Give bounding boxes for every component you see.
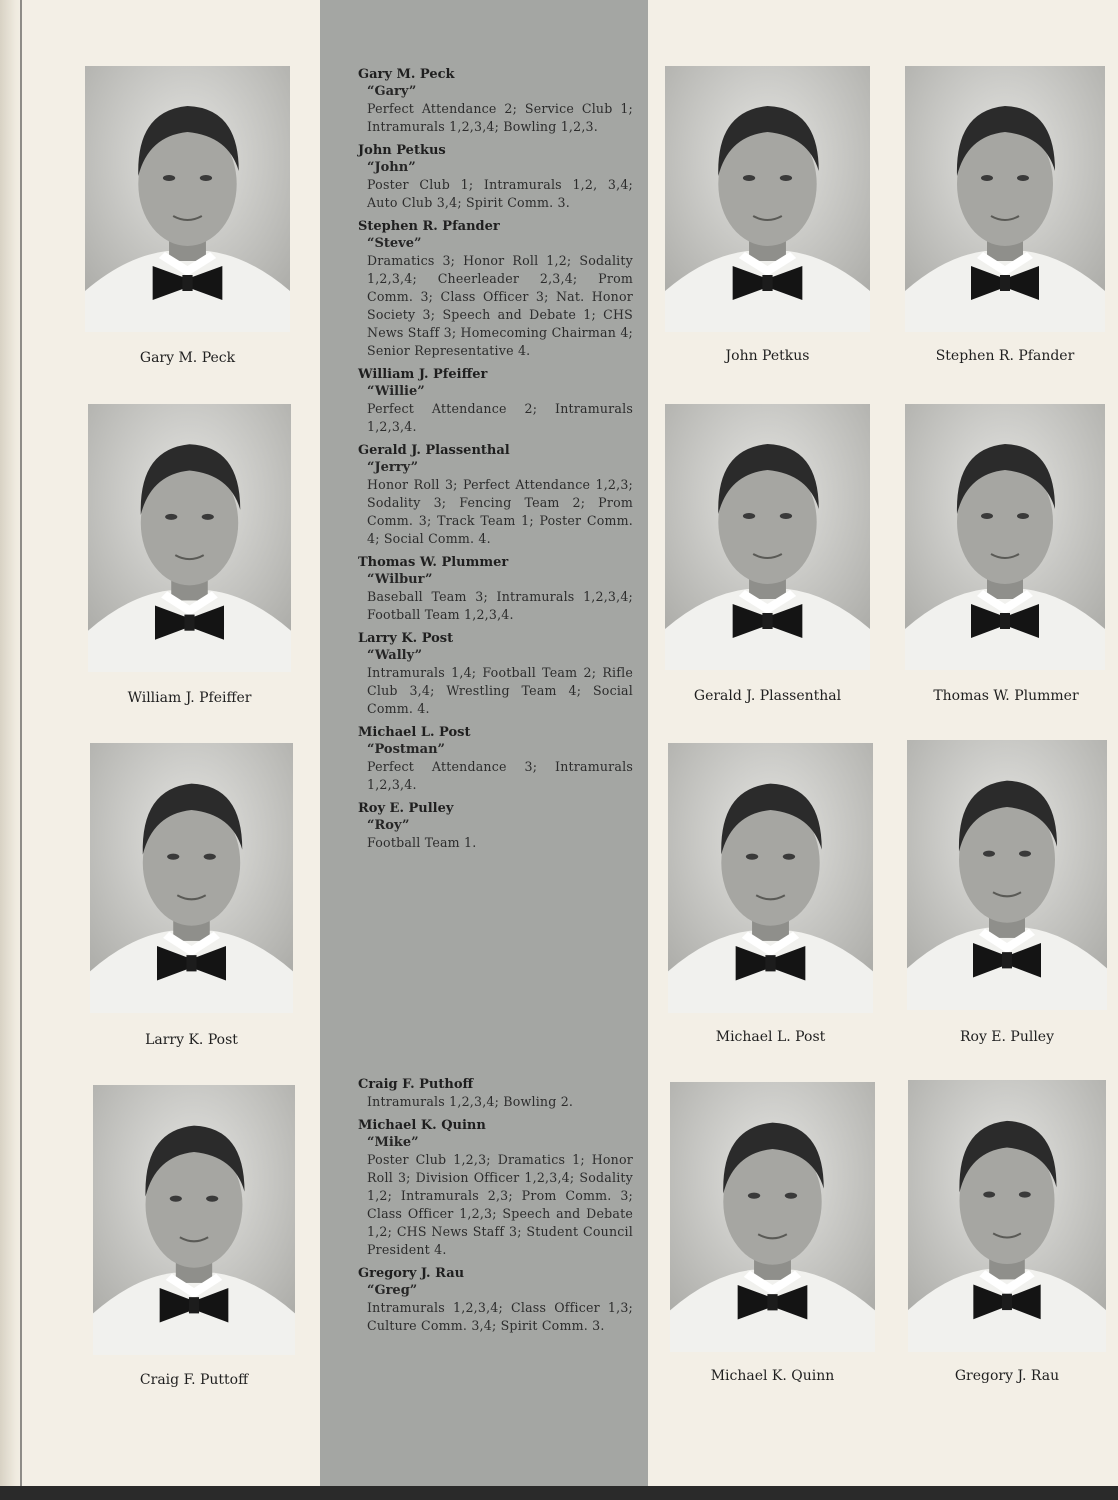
portrait-caption: Gregory J. Rau (954, 1368, 1060, 1384)
binding-line (20, 0, 22, 1500)
page-bottom-edge (0, 1486, 1118, 1500)
bio-nickname: “John” (367, 160, 416, 175)
bio-entry (358, 142, 633, 212)
bio-entry (358, 554, 633, 624)
bio-list-lower (358, 1076, 633, 1341)
bio-nickname: “Greg” (367, 1283, 418, 1298)
portrait-photo (85, 66, 290, 332)
bio-activities: Dramatics 3; Honor Roll 1,2; Sodality 1,2,3,4; Cheerleader 2,3,4; Prom Comm. 3; Class Officer 3; Nat. Honor Society 3; Speech and Debate 1; CHS News Staff 3; Homecoming Chairman 4; Senior Representative 4. (367, 253, 633, 358)
bio-activities: Perfect Attendance 2; Intramurals 1,2,3,4. (367, 401, 633, 434)
portrait-photo (93, 1085, 295, 1355)
portrait-caption: William J. Pfeiffer (127, 690, 252, 706)
portrait-photo (905, 404, 1105, 670)
bio-activities: Honor Roll 3; Perfect Attendance 1,2,3; Sodality 3; Fencing Team 2; Prom Comm. 3; Track Team 1; Poster Comm. 4; Social Comm. 4. (367, 477, 633, 546)
portrait-caption: Michael K. Quinn (710, 1368, 835, 1384)
bio-activities: Perfect Attendance 2; Service Club 1; Intramurals 1,2,3,4; Bowling 1,2,3. (367, 101, 633, 134)
portrait-caption: Roy E. Pulley (959, 1029, 1055, 1045)
bio-entry (358, 1265, 633, 1335)
bio-nickname: “Gary” (367, 84, 417, 99)
bio-nickname: “Wally” (367, 648, 423, 663)
bio-activities: Perfect Attendance 3; Intramurals 1,2,3,4. (367, 759, 633, 792)
bio-name: Michael K. Quinn (358, 1118, 486, 1133)
portrait-caption: Gerald J. Plassenthal (693, 688, 842, 704)
bio-activities: Baseball Team 3; Intramurals 1,2,3,4; Football Team 1,2,3,4. (367, 589, 633, 622)
portrait-caption: Craig F. Puttoff (139, 1372, 249, 1388)
bio-entry (358, 1076, 633, 1111)
bio-name: Roy E. Pulley (358, 801, 454, 816)
portrait-photo (908, 1080, 1106, 1352)
bio-entry (358, 724, 633, 794)
portrait-photo (90, 743, 293, 1013)
bio-activities: Intramurals 1,2,3,4; Class Officer 1,3; Culture Comm. 3,4; Spirit Comm. 3. (367, 1300, 633, 1333)
portrait-caption: Larry K. Post (145, 1032, 238, 1048)
portrait-caption: John Petkus (725, 348, 810, 364)
portrait-photo (670, 1082, 875, 1352)
bio-name: Larry K. Post (358, 631, 454, 646)
bio-nickname: “Postman” (367, 742, 446, 757)
portrait-photo (88, 404, 291, 672)
page-edge (0, 0, 22, 1500)
portrait-photo (668, 743, 873, 1013)
bio-name: Craig F. Puthoff (358, 1077, 474, 1092)
portrait-photo (907, 740, 1107, 1010)
portrait-photo (905, 66, 1105, 332)
bio-entry (358, 800, 633, 852)
portrait-caption: Thomas W. Plummer (933, 688, 1079, 704)
bio-name: John Petkus (358, 143, 446, 158)
bio-activities: Poster Club 1; Intramurals 1,2, 3,4; Auto Club 3,4; Spirit Comm. 3. (367, 177, 633, 210)
bio-name: Gregory J. Rau (358, 1266, 465, 1281)
portrait-caption: Stephen R. Pfander (935, 348, 1075, 364)
bio-entry (358, 630, 633, 718)
portrait-caption: Michael L. Post (715, 1029, 826, 1045)
portrait-photo (665, 66, 870, 332)
bio-name: Stephen R. Pfander (358, 219, 500, 234)
bio-name: Gerald J. Plassenthal (358, 443, 510, 458)
bio-activities: Intramurals 1,2,3,4; Bowling 2. (367, 1094, 574, 1109)
bio-nickname: “Jerry” (367, 460, 419, 475)
portrait-photo (665, 404, 870, 670)
bio-activities: Poster Club 1,2,3; Dramatics 1; Honor Roll 3; Division Officer 1,2,3,4; Sodality 1,2; Intramurals 2,3; Prom Comm. 3; Class Officer 1,2,3; Speech and Debate 1,2; CHS News Staff 3; Student Council President 4. (367, 1152, 633, 1257)
bio-entry (358, 218, 633, 360)
bio-name: Thomas W. Plummer (358, 555, 509, 570)
bio-entry (358, 66, 633, 136)
bio-nickname: “Willie” (367, 384, 425, 399)
bio-name: Gary M. Peck (358, 67, 455, 82)
bio-nickname: “Roy” (367, 818, 410, 833)
bio-name: Michael L. Post (358, 725, 471, 740)
bio-nickname: “Wilbur” (367, 572, 433, 587)
bio-activities: Intramurals 1,4; Football Team 2; Rifle Club 3,4; Wrestling Team 4; Social Comm. 4. (367, 665, 633, 716)
bio-entry (358, 442, 633, 548)
bio-name: William J. Pfeiffer (358, 367, 488, 382)
bio-nickname: “Steve” (367, 236, 422, 251)
bio-entry (358, 366, 633, 436)
bio-nickname: “Mike” (367, 1135, 419, 1150)
bio-entry (358, 1117, 633, 1259)
bio-list-upper (358, 66, 633, 858)
bio-activities: Football Team 1. (367, 835, 477, 850)
portrait-caption: Gary M. Peck (139, 350, 236, 366)
